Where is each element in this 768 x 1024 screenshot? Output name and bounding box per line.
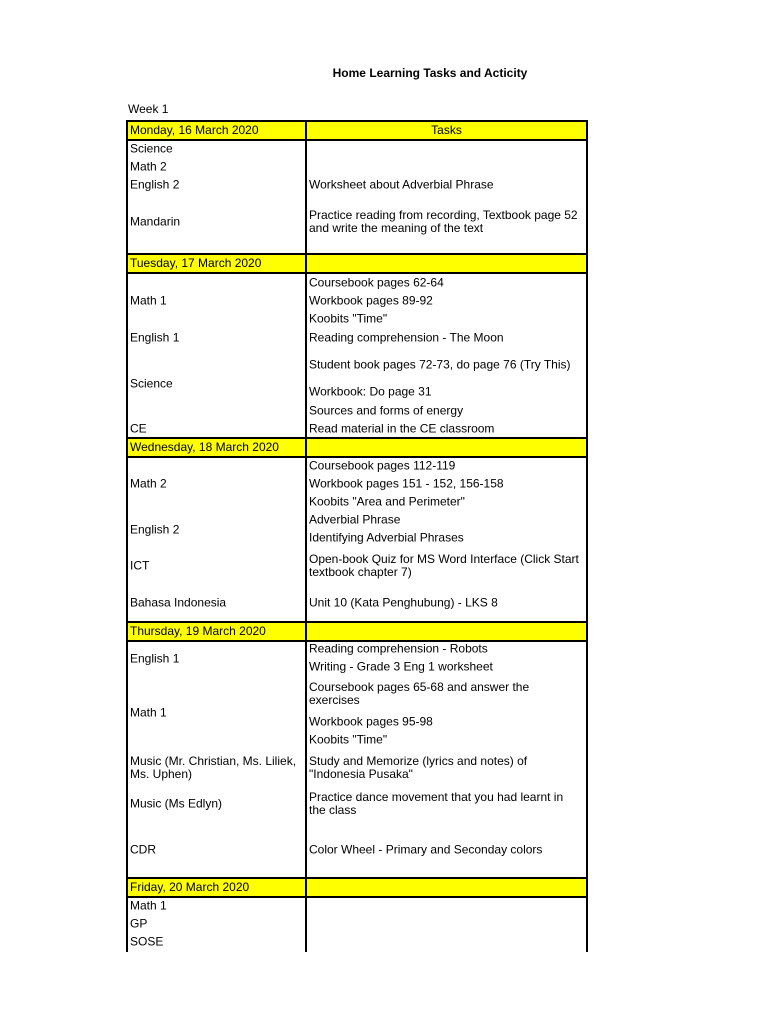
subject-cell: English 1	[130, 651, 180, 666]
subject-cell: GP	[130, 916, 148, 931]
subject-cell: CDR	[130, 842, 156, 857]
subject-cell: English 1	[130, 330, 180, 345]
subject-cell: SOSE	[130, 934, 164, 949]
day-date-cell: Tuesday, 17 March 2020	[128, 255, 307, 272]
day-header-empty-cell	[307, 879, 586, 896]
day-block	[128, 141, 586, 253]
tasks-header-cell: Tasks	[431, 123, 462, 137]
subject-column	[128, 458, 307, 621]
task-cell: Koobits "Time"	[309, 311, 388, 326]
task-cell: Writing - Grade 3 Eng 1 worksheet	[309, 659, 493, 674]
day-header-row	[128, 437, 586, 458]
task-cell: Workbook pages 151 - 152, 156-158	[309, 476, 504, 491]
task-cell: Unit 10 (Kata Penghubung) - LKS 8	[309, 595, 498, 610]
task-column	[307, 642, 586, 877]
day-date-cell: Friday, 20 March 2020	[128, 879, 307, 896]
task-cell: Reading comprehension - Robots	[309, 641, 488, 656]
task-cell: Study and Memorize (lyrics and notes) of "Indonesia Pusaka"	[309, 754, 528, 781]
subject-cell: Bahasa Indonesia	[130, 595, 227, 610]
day-header-row	[128, 621, 586, 642]
day-header-row	[128, 877, 586, 898]
day-header-empty-cell	[307, 623, 586, 640]
task-cell: Student book pages 72-73, do page 76 (Try This)	[309, 357, 571, 372]
task-cell: Workbook: Do page 31	[309, 384, 432, 399]
subject-column	[128, 274, 307, 437]
day-block	[128, 642, 586, 877]
day-block	[128, 898, 586, 952]
day-block	[128, 458, 586, 621]
task-cell: Koobits "Time"	[309, 732, 388, 747]
subject-cell: Science	[130, 141, 173, 156]
task-column	[307, 274, 586, 437]
day-date-cell: Monday, 16 March 2020	[128, 122, 307, 139]
subject-cell: Music (Mr. Christian, Ms. Liliek, Ms. Uphen)	[130, 754, 297, 781]
subject-cell: English 2	[130, 177, 180, 192]
task-cell: Identifying Adverbial Phrases	[309, 530, 464, 545]
page-title: Home Learning Tasks and Acticity	[332, 66, 528, 80]
schedule-table	[126, 120, 588, 952]
task-cell: Reading comprehension - The Moon	[309, 330, 504, 345]
task-cell: Adverbial Phrase	[309, 512, 401, 527]
task-cell: Worksheet about Adverbial Phrase	[309, 177, 494, 192]
task-column	[307, 898, 586, 952]
subject-column	[128, 141, 307, 253]
subject-cell: CE	[130, 421, 147, 436]
task-cell: Coursebook pages 62-64	[309, 275, 444, 290]
subject-cell: Math 2	[130, 159, 167, 174]
task-cell: Practice dance movement that you had learnt in the class	[309, 790, 564, 817]
task-cell: Practice reading from recording, Textbook page 52 and write the meaning of the text	[309, 208, 578, 235]
subject-cell: Math 1	[130, 293, 167, 308]
subject-cell: Music (Ms Edlyn)	[130, 796, 223, 811]
task-cell: Coursebook pages 112-119	[309, 458, 456, 473]
task-column	[307, 141, 586, 253]
task-cell: Color Wheel - Primary and Seconday colors	[309, 842, 543, 857]
subject-cell: English 2	[130, 522, 180, 537]
task-cell: Workbook pages 89-92	[309, 293, 433, 308]
day-date-cell: Thursday, 19 March 2020	[128, 623, 307, 640]
subject-cell: Mandarin	[130, 214, 181, 229]
day-header-row	[128, 253, 586, 274]
subject-cell: Math 1	[130, 898, 167, 913]
subject-cell: Math 2	[130, 476, 167, 491]
day-block	[128, 274, 586, 437]
subject-cell: Science	[130, 376, 173, 391]
subject-column	[128, 898, 307, 952]
task-cell: Sources and forms of energy	[309, 403, 464, 418]
day-header-row	[128, 120, 586, 141]
task-cell: Workbook pages 95-98	[309, 714, 433, 729]
task-cell: Open-book Quiz for MS Word Interface (Click Start textbook chapter 7)	[309, 552, 579, 579]
task-cell: Coursebook pages 65-68 and answer the exercises	[309, 680, 530, 707]
day-header-empty-cell	[307, 439, 586, 456]
subject-cell: ICT	[130, 558, 150, 573]
subject-column	[128, 642, 307, 877]
day-date-cell: Wednesday, 18 March 2020	[128, 439, 307, 456]
task-column	[307, 458, 586, 621]
task-cell: Koobits "Area and Perimeter"	[309, 494, 465, 509]
task-cell: Read material in the CE classroom	[309, 421, 495, 436]
day-header-empty-cell	[307, 255, 586, 272]
subject-cell: Math 1	[130, 705, 167, 720]
week-label: Week 1	[128, 102, 169, 116]
